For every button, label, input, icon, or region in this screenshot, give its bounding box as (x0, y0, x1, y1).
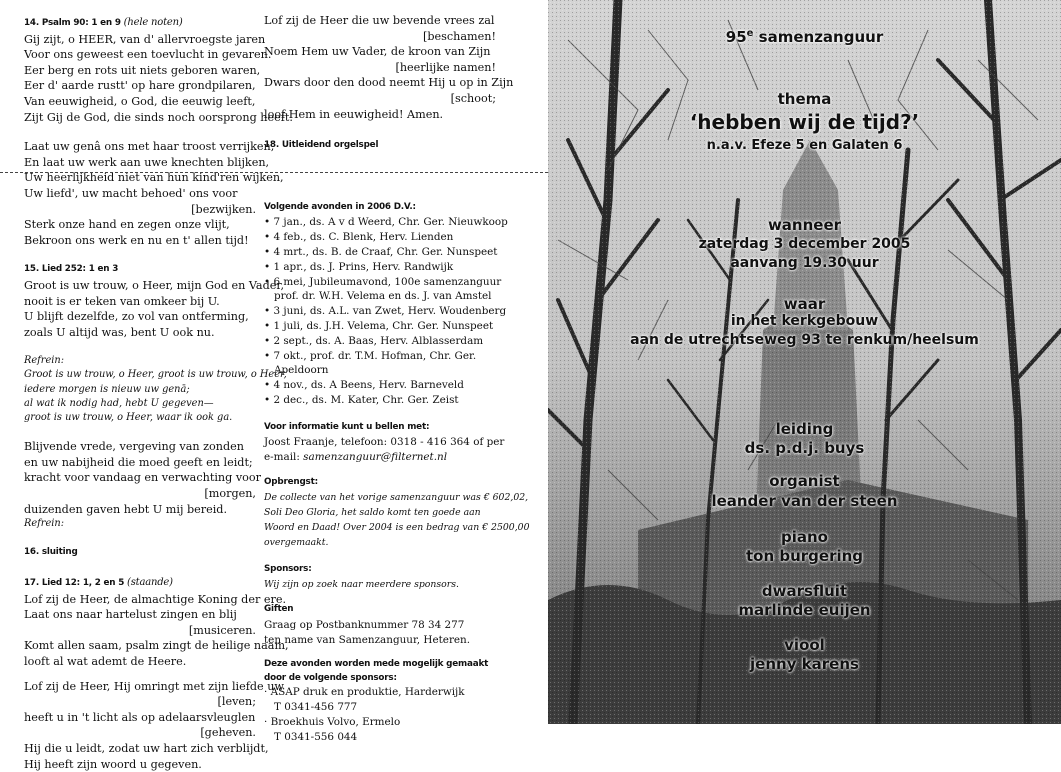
dwarsfluit-label: dwarsfluit (761, 582, 848, 600)
lied252-heading: 15. Lied 252: 1 en 3 (24, 264, 119, 275)
avonden-list: • 7 jan., ds. A v d Weerd, Chr. Ger. Nieuwkoop • 4 feb., ds. C. Blenk, Herv. Lienden • 4 mrt., ds. B. de Craaf, Chr. Ger. Nunspeet • 1 apr., ds. J. Prins, Herv. Randwijk • 6 mei, Jubileumavond, 100e samenzanguur prof. dr. W.H. Velema en ds. J. van Amstel • 3 juni, ds. A.L. van Zwet, Herv. Woudenberg • 1 juli, ds. J.H. Velema, Chr. Ger. Nunspeet • 2 sept., ds. A. Baas, Herv. Alblasserdam • 7 okt., prof. dr. T.M. Hofman, Chr. Ger. Apeldoorn • 4 nov., ds. A Beens, Herv. Barneveld • 2 dec., ds. M. Kater, Chr. Ger. Zeist (264, 215, 500, 407)
orgelspel-heading: 18. Uitleidend orgelspel (264, 140, 379, 151)
list-item: • 6 mei, Jubileumavond, 100e samenzanguur (264, 275, 500, 290)
list-item: • 2 sept., ds. A. Baas, Herv. Alblasserdam (264, 334, 500, 349)
list-item: • 7 okt., prof. dr. T.M. Hofman, Chr. Ger. (264, 349, 500, 364)
organist-name: leander van der steen (711, 492, 898, 510)
thema-reference: n.a.v. Efeze 5 en Galaten 6 (706, 138, 903, 153)
list-item: · ASAP druk en produktie, Harderwijk T 0341-456 777 (264, 685, 500, 715)
informatie-heading: Voor informatie kunt u bellen met: (264, 421, 430, 432)
opbrengst-heading: Opbrengst: (264, 476, 318, 487)
list-item: • 1 juli, ds. J.H. Velema, Chr. Ger. Nunspeet (264, 319, 500, 334)
avonden-heading: Volgende avonden in 2006 D.V.: (264, 201, 416, 212)
event-location: in het kerkgebouw (730, 313, 879, 329)
viool-name: jenny karens (750, 655, 859, 673)
column-middle (264, 0, 530, 745)
thema-label: thema (777, 90, 832, 108)
giften-heading: Giften (264, 604, 294, 615)
cover-title: 95e samenzanguur (725, 28, 884, 46)
list-item: • 3 juni, ds. A.L. van Zwet, Herv. Woudenberg (264, 304, 500, 319)
lied12-verses: Lof zij de Heer, de almachtige Koning der ere. Laat ons naar hartelust zingen en blij [musiceren. Komt allen saam, psalm zingt de heilige naam, looft al wat ademt de Heere. Lof zij de Heer, Hij omringt met zijn liefde uw [leven; heeft u in 't licht als op adelaarsvleuglen [geheven. Hij die u leidt, zodat uw hart zich verblijdt, Hij heeft zijn woord u gegeven. (24, 592, 289, 771)
sluiting-heading: 16. sluiting (24, 547, 78, 558)
event-date: zaterdag 3 december 2005 (698, 236, 911, 252)
lied252-verse-3: Blijvende vrede, vergeving van zonden en uw nabijheid die moed geeft en leidt; kracht voor vandaag en verwachting voor [morgen, duizenden gaven hebt U mij bereid. (24, 440, 261, 516)
piano-name: ton burgering (745, 547, 864, 565)
psalm-verse-2: Laat uw genâ ons met haar troost verrijken, En laat uw werk aan uwe knechten blijken, Uw heerlijkheid niet van hun kind'ren wijken, Uw liefd', uw macht behoed' ons voor [bezwijken. Sterk onze hand en zegen onze vlijt, Bekroon ons werk en nu en t' allen tijd! (24, 140, 284, 247)
list-item: • 4 mrt., ds. B. de Craaf, Chr. Ger. Nunspeet (264, 245, 500, 260)
lied12-verse-5: Lof zij de Heer die uw bevende vrees zal [beschamen! Noem Hem uw Vader, de kroon van Zijn [heerlijke namen! Dwars door den dood neemt Hij u op in Zijn [schoot; loof Hem in eeuwigheid! Amen. (264, 14, 514, 121)
list-item: · Broekhuis Volvo, Ermelo T 0341-556 044 (264, 715, 500, 745)
psalm-verse-1: Gij zijt, o HEER, van d' allervroegste jaren Voor ons geweest een toevlucht in gevaren. Eer berg en rots uit niets geboren waren, Eer d' aarde rustt' op hare grondpilaren, Van eeuwigheid, o God, die eeuwig leeft, Zijt Gij de God, die sinds noch oorsprong heeft. (24, 32, 293, 124)
lied252-verse-1: Groot is uw trouw, o Heer, mijn God en Vader, nooit is er teken van omkeer bij U. U blijft dezelfde, zo vol van ontferming, zoals U altijd was, bent U ook nu. (24, 278, 285, 339)
refrain-label: Refrein: (24, 355, 65, 367)
waar-label: waar (783, 295, 826, 313)
event-time: aanvang 19.30 uur (730, 255, 879, 271)
sponsors-heading: Sponsors: (264, 564, 312, 575)
informatie-text: Joost Fraanje, telefoon: 0318 - 416 364 of per e-mail: samenzanguur@filternet.nl (264, 436, 505, 464)
cover-text (548, 0, 1061, 724)
thema-title: ‘hebben wij de tijd?’ (689, 110, 920, 134)
organist-label: organist (769, 472, 840, 490)
psalm-heading: 14. Psalm 90: 1 en 9 (hele noten) (24, 17, 183, 28)
lied12-heading: 17. Lied 12: 1, 2 en 5 (staande) (24, 577, 173, 589)
event-address: aan de utrechtseweg 93 te renkum/heelsum (630, 332, 979, 348)
list-item: • 1 apr., ds. J. Prins, Herv. Randwijk (264, 260, 500, 275)
list-item: • 2 dec., ds. M. Kater, Chr. Ger. Zeist (264, 393, 500, 408)
list-item: • 4 nov., ds. A Beens, Herv. Barneveld (264, 378, 500, 393)
list-item: • 4 feb., ds. C. Blenk, Herv. Lienden (264, 230, 500, 245)
opbrengst-text: De collecte van het vorige samenzanguur was € 602,02, Soli Deo Gloria, het saldo komt ten goede aan Woord en Daad! Over 2004 is een bedrag van € 2500,00 overgemaakt. (264, 492, 530, 549)
piano-label: piano (781, 528, 828, 546)
refrain-text: Groot is uw trouw, o Heer, groot is uw trouw, o Heer, iedere morgen is nieuw uw genā; al wat ik nodig had, hebt U gegeven— groot is uw trouw, o Heer, waar ik ook ga. (24, 369, 287, 424)
email-link[interactable]: samenzanguur@filternet.nl (303, 451, 448, 464)
viool-label: viool (784, 636, 825, 654)
list-item: • 7 jan., ds. A v d Weerd, Chr. Ger. Nieuwkoop (264, 215, 500, 230)
sponsor-list (264, 685, 500, 744)
fold-line (0, 172, 548, 174)
refrain-label-2: Refrein: (24, 518, 65, 530)
dwarsfluit-name: marlinde euijen (738, 601, 871, 619)
wanneer-label: wanneer (767, 216, 842, 234)
leiding-name: ds. p.d.j. buys (744, 439, 865, 457)
giften-text: Graag op Postbanknummer 78 34 277 ten name van Samenzanguur, Heteren. (264, 618, 471, 646)
sponsors-text: Wij zijn op zoek naar meerdere sponsors. (264, 579, 459, 591)
leiding-label: leiding (775, 420, 834, 438)
mogelijk-heading: Deze avonden worden mede mogelijk gemaakt door de volgende sponsors: (264, 659, 489, 684)
